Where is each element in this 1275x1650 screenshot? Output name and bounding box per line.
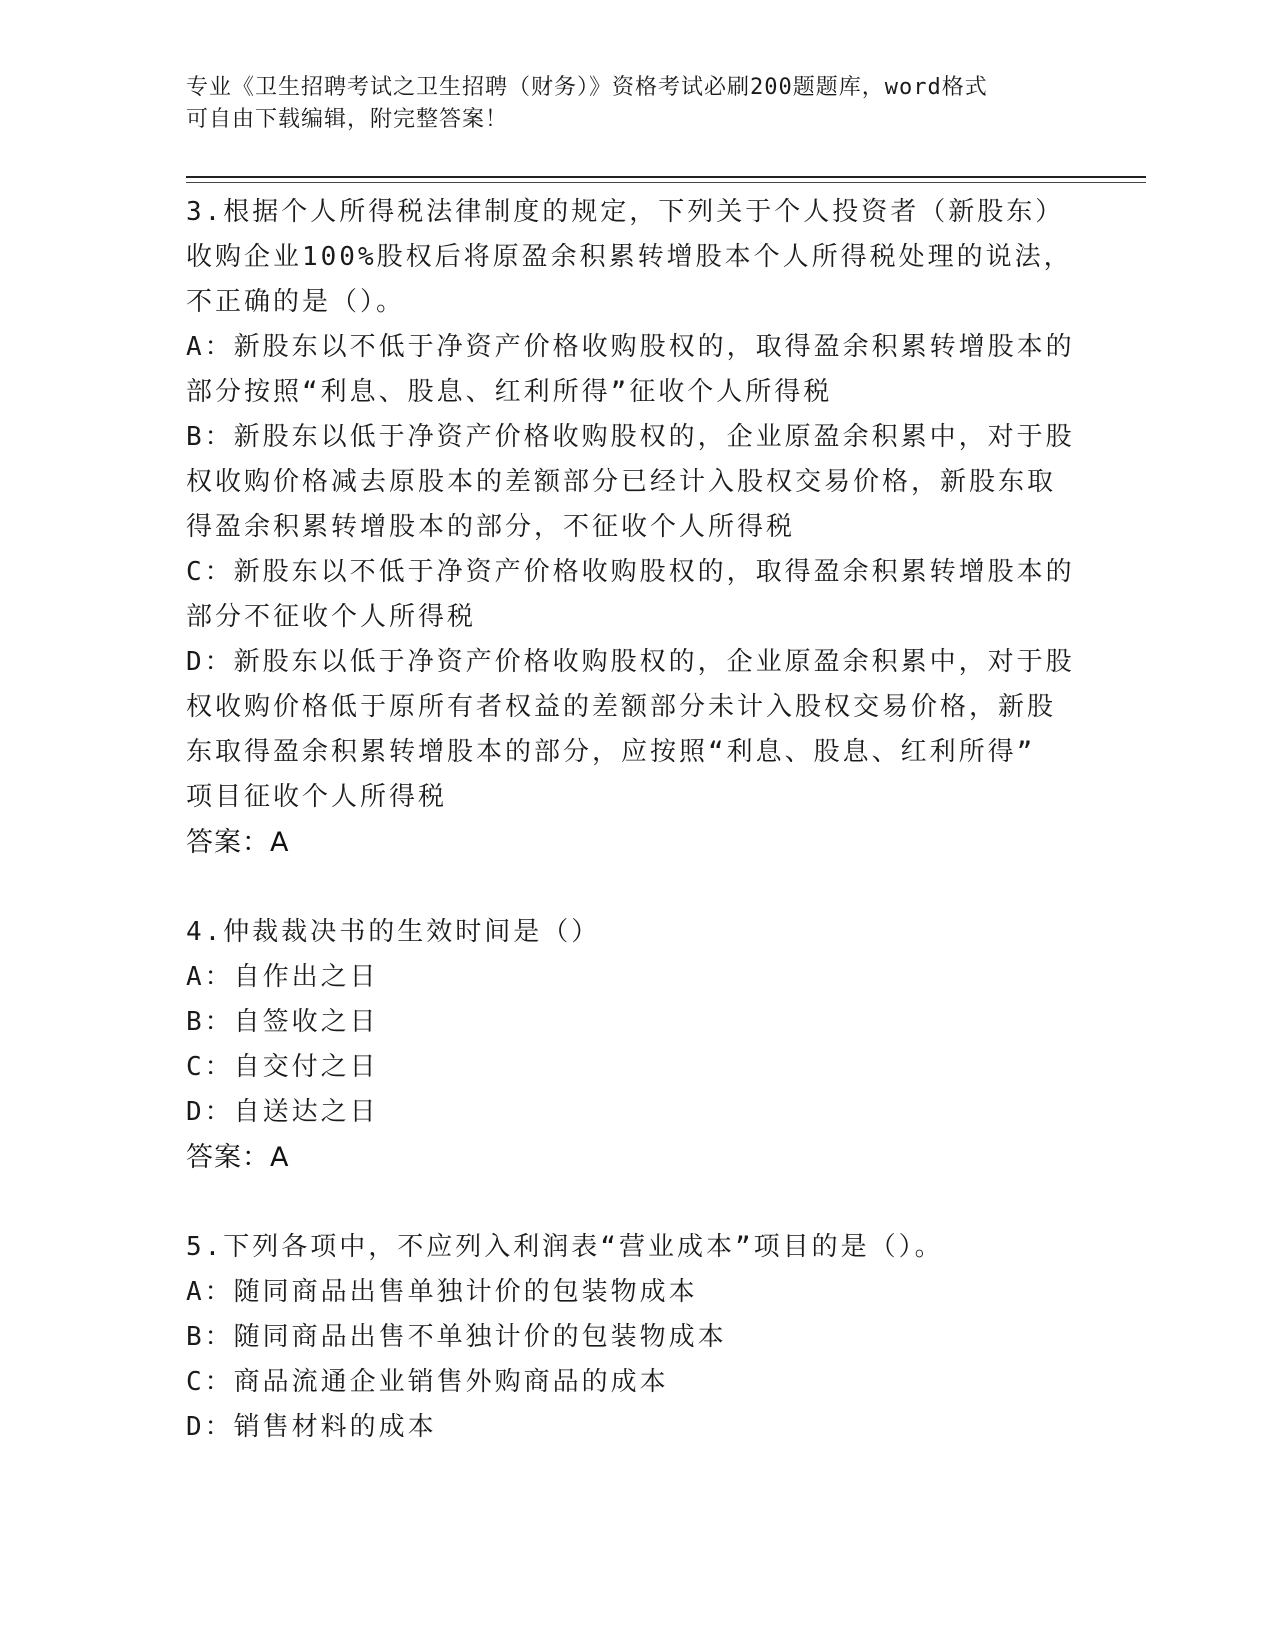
answer-label: 答案：A	[186, 1142, 290, 1173]
option-b-line: B：自签收之日	[186, 1007, 379, 1037]
option-d-line: D：销售材料的成本	[186, 1412, 437, 1442]
question-stem-line: 5.下列各项中，不应列入利润表“营业成本”项目的是（）。	[186, 1232, 944, 1262]
option-c-line: C：新股东以不低于净资产价格收购股权的，取得盈余积累转增股本的	[186, 557, 1075, 587]
option-a-line: A：随同商品出售单独计价的包装物成本	[186, 1277, 698, 1307]
question-spacer	[186, 865, 1086, 910]
option-d-line: 权收购价格低于原所有者权益的差额部分未计入股权交易价格，新股	[186, 692, 1057, 722]
header-line-2: 可自由下载编辑，附完整答案！	[186, 107, 509, 132]
option-b-line: B：新股东以低于净资产价格收购股权的，企业原盈余积累中，对于股	[186, 422, 1075, 452]
option-a-line: A：自作出之日	[186, 962, 379, 992]
answer-label: 答案：A	[186, 827, 290, 858]
option-d-line: 项目征收个人所得税	[186, 782, 448, 812]
document-header	[186, 72, 1066, 136]
option-d-line: D：新股东以低于净资产价格收购股权的，企业原盈余积累中，对于股	[186, 647, 1075, 677]
option-c-line: C：自交付之日	[186, 1052, 379, 1082]
header-line-1: 专业《卫生招聘考试之卫生招聘（财务）》资格考试必刷200题题库，word格式	[186, 75, 988, 100]
question-stem-line: 4.仲裁裁决书的生效时间是（）	[186, 917, 601, 947]
option-d-line: D：自送达之日	[186, 1097, 379, 1127]
option-b-line: 权收购价格减去原股本的差额部分已经计入股权交易价格，新股东取	[186, 467, 1057, 497]
question-stem-line: 收购企业100%股权后将原盈余积累转增股本个人所得税处理的说法，	[186, 242, 1073, 272]
option-a-line: A：新股东以不低于净资产价格收购股权的，取得盈余积累转增股本的	[186, 332, 1075, 362]
question-spacer	[186, 1180, 1086, 1225]
question-list	[186, 190, 1086, 1450]
option-c-line: C：商品流通企业销售外购商品的成本	[186, 1367, 669, 1397]
option-c-line: 部分不征收个人所得税	[186, 602, 477, 632]
question-stem-line: 3.根据个人所得税法律制度的规定，下列关于个人投资者（新股东）	[186, 197, 1065, 227]
question-5	[186, 1225, 1086, 1450]
header-divider-thin	[186, 182, 1146, 183]
question-3	[186, 190, 1086, 865]
header-divider-thick	[186, 176, 1146, 178]
question-stem-line: 不正确的是（）。	[186, 287, 406, 317]
option-b-line: 得盈余积累转增股本的部分，不征收个人所得税	[186, 512, 796, 542]
option-b-line: B：随同商品出售不单独计价的包装物成本	[186, 1322, 727, 1352]
question-4	[186, 910, 1086, 1180]
option-a-line: 部分按照“利息、股息、红利所得”征收个人所得税	[186, 377, 833, 407]
option-d-line: 东取得盈余积累转增股本的部分，应按照“利息、股息、红利所得”	[186, 737, 1036, 767]
